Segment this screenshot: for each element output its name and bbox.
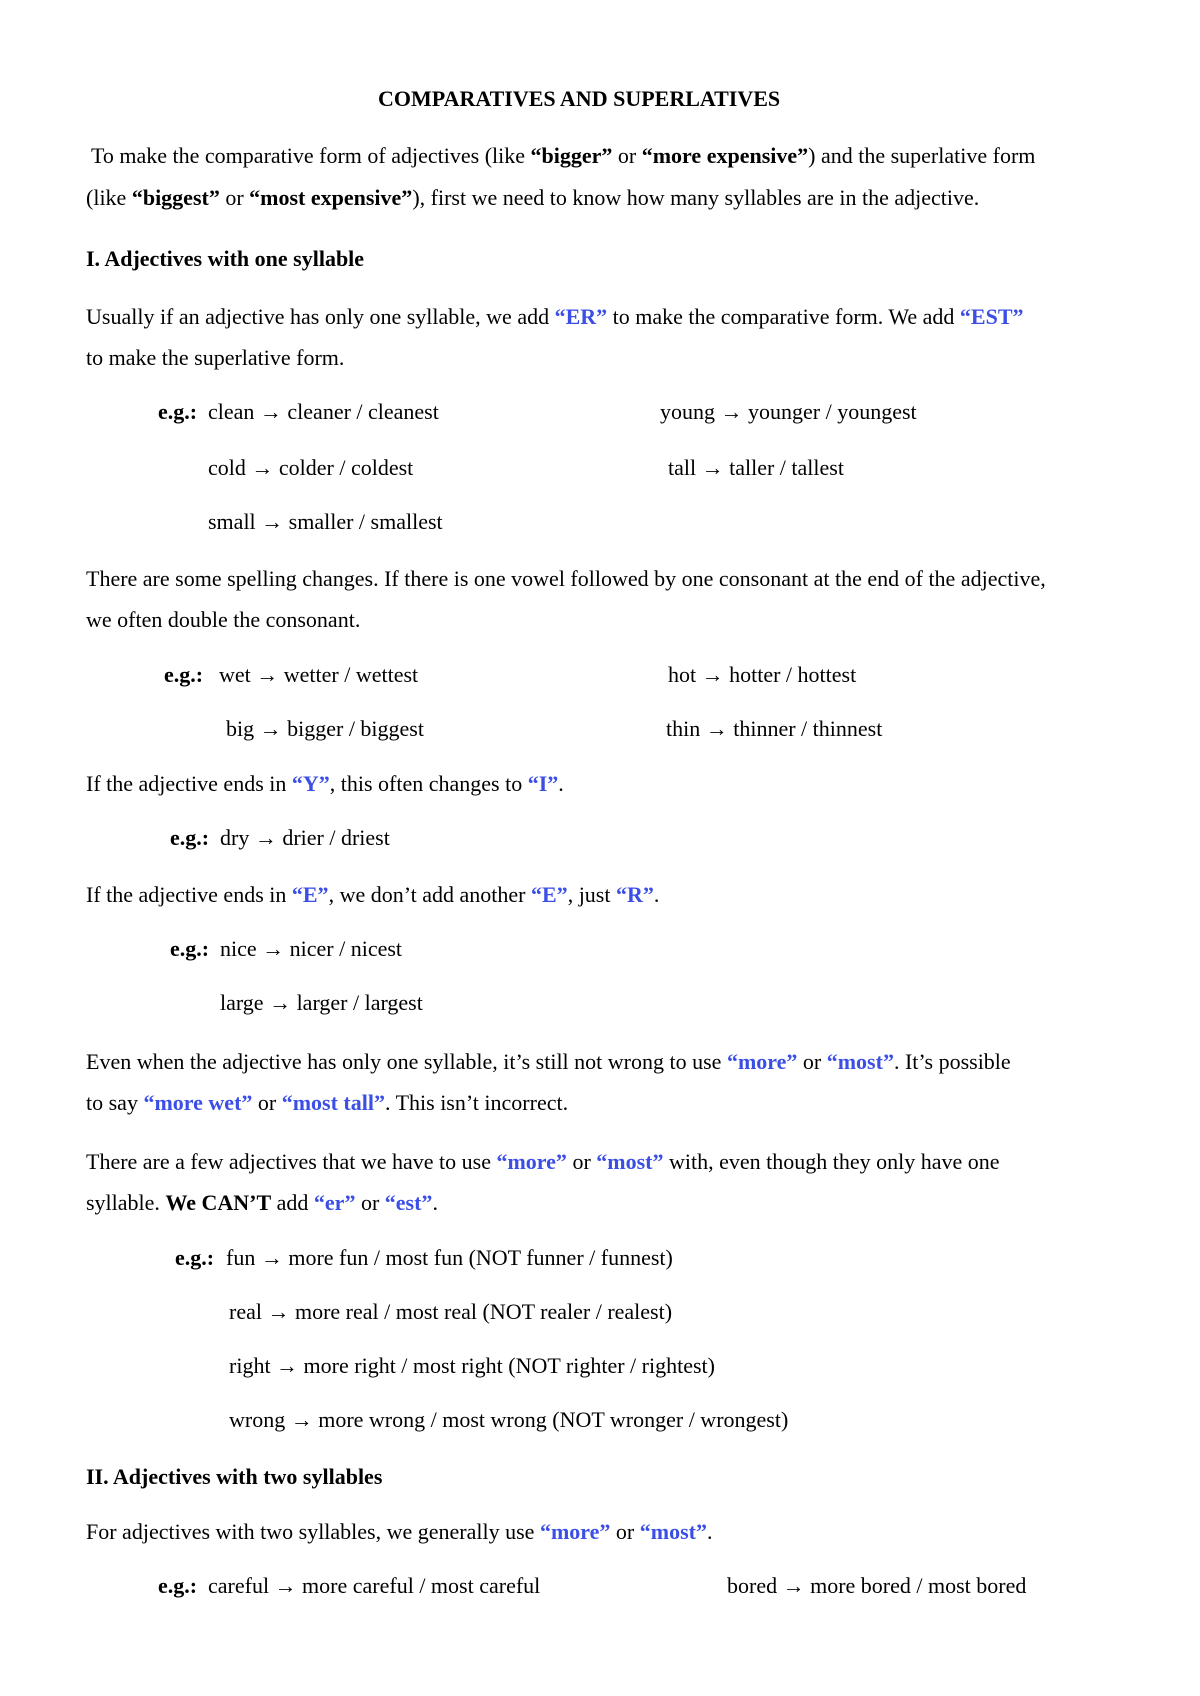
highlight-most: “most” — [826, 1049, 894, 1074]
example-item: nice → nicer / nicest — [220, 936, 403, 961]
paragraph-text: . This isn’t incorrect. — [384, 1090, 569, 1115]
paragraph-text: If the adjective ends in — [86, 771, 292, 796]
section-1-heading: I. Adjectives with one syllable — [86, 246, 365, 271]
paragraph-must-use-more-most-cont — [86, 1192, 438, 1214]
highlight-est: “EST” — [959, 304, 1024, 329]
example-item: thin → thinner / thinnest — [666, 716, 883, 741]
highlight-more: “more” — [539, 1519, 611, 1544]
highlight-most: “most” — [596, 1149, 664, 1174]
intro-term-most-expensive: “most expensive” — [249, 185, 413, 210]
example-item: young → younger / youngest — [660, 399, 917, 424]
example-item: real → more real / most real (NOT realer / realest) — [229, 1299, 673, 1324]
example-item: clean → cleaner / cleanest — [208, 399, 439, 424]
paragraph-text: For adjectives with two syllables, we generally use — [86, 1519, 540, 1544]
paragraph-text: syllable. — [86, 1190, 166, 1215]
paragraph-two-syllable-rule — [86, 1521, 712, 1543]
highlight-most-tall: “most tall” — [281, 1090, 385, 1115]
paragraph-text: , just — [567, 882, 616, 907]
example-item: big → bigger / biggest — [226, 716, 424, 741]
highlight-r: “R” — [615, 882, 654, 907]
highlight-more-wet: “more wet” — [143, 1090, 253, 1115]
paragraph-text: . — [706, 1519, 713, 1544]
paragraph-text: Even when the adjective has only one syllable, it’s still not wrong to use — [86, 1049, 727, 1074]
highlight-e: “E” — [531, 882, 568, 907]
paragraph-must-use-more-most — [86, 1151, 1000, 1173]
section-2-heading: II. Adjectives with two syllables — [86, 1464, 383, 1489]
emphasis-we-cant: We CAN’T — [165, 1190, 272, 1215]
eg-label: e.g.: — [164, 662, 204, 687]
highlight-est: “est” — [384, 1190, 433, 1215]
example-item: fun → more fun / most fun (NOT funner / funnest) — [226, 1245, 673, 1270]
paragraph-text: Usually if an adjective has only one syllable, we add — [86, 304, 555, 329]
intro-text: To make the comparative form of adjectives (like — [91, 143, 531, 168]
paragraph-text: . — [558, 771, 564, 796]
highlight-e: “E” — [291, 882, 329, 907]
example-item: large → larger / largest — [220, 990, 423, 1015]
example-item: small → smaller / smallest — [208, 509, 443, 534]
paragraph-ends-in-y — [86, 773, 564, 795]
example-item: dry → drier / driest — [220, 825, 390, 850]
paragraph-text: , this often changes to — [329, 771, 528, 796]
intro-text: or — [219, 185, 250, 210]
example-item: hot → hotter / hottest — [668, 662, 857, 687]
eg-label: e.g.: — [158, 399, 198, 424]
paragraph-ends-in-e — [86, 884, 659, 906]
paragraph-text: to say — [86, 1090, 144, 1115]
paragraph-text: or — [252, 1090, 282, 1115]
paragraph-text: or — [610, 1519, 640, 1544]
intro-line-2 — [86, 187, 979, 209]
paragraph-spelling-changes: There are some spelling changes. If there is one vowel followed by one consonant at the end of the adjective, — [86, 566, 1046, 591]
eg-label: e.g.: — [170, 825, 210, 850]
paragraph-text: . — [432, 1190, 438, 1215]
paragraph-text: with, even though they only have one — [663, 1149, 1000, 1174]
example-item: wrong → more wrong / most wrong (NOT wronger / wrongest) — [229, 1407, 789, 1432]
page-title: COMPARATIVES AND SUPERLATIVES — [378, 86, 781, 111]
paragraph-text: or — [355, 1190, 385, 1215]
example-item: tall → taller / tallest — [668, 455, 844, 480]
paragraph-text: . — [653, 882, 660, 907]
paragraph-more-most-allowed — [86, 1051, 1011, 1073]
highlight-y: “Y” — [291, 771, 330, 796]
paragraph-one-syllable-rule — [86, 306, 1024, 328]
paragraph-text: There are a few adjectives that we have to use — [86, 1149, 497, 1174]
paragraph-more-most-allowed-cont — [86, 1092, 568, 1114]
highlight-more: “more” — [496, 1149, 567, 1174]
eg-label: e.g.: — [170, 936, 210, 961]
paragraph-text: . It’s possible — [893, 1049, 1011, 1074]
paragraph-text: to make the comparative form. We add — [607, 304, 960, 329]
example-item: careful → more careful / most careful — [208, 1573, 541, 1598]
highlight-most: “most” — [639, 1519, 707, 1544]
intro-text: (like — [86, 185, 132, 210]
intro-term-more-expensive: “more expensive” — [641, 143, 809, 168]
highlight-er: “er” — [313, 1190, 356, 1215]
paragraph-text: or — [797, 1049, 827, 1074]
paragraph-text: , we don’t add another — [328, 882, 531, 907]
example-item: right → more right / most right (NOT righter / rightest) — [229, 1353, 715, 1378]
paragraph-text: or — [566, 1149, 597, 1174]
eg-label: e.g.: — [158, 1573, 198, 1598]
eg-label: e.g.: — [175, 1245, 215, 1270]
highlight-more: “more” — [726, 1049, 798, 1074]
intro-term-biggest: “biggest” — [131, 185, 220, 210]
example-item: cold → colder / coldest — [208, 455, 414, 480]
paragraph-one-syllable-rule-cont: to make the superlative form. — [86, 345, 345, 370]
intro-text: ), first we need to know how many syllables are in the adjective. — [412, 185, 980, 210]
intro-text: ) and the superlative form — [808, 143, 1036, 168]
paragraph-spelling-changes-cont: we often double the consonant. — [86, 607, 361, 632]
intro-term-bigger: “bigger” — [530, 143, 613, 168]
paragraph-text: add — [271, 1190, 314, 1215]
paragraph-text: If the adjective ends in — [86, 882, 292, 907]
example-item: bored → more bored / most bored — [727, 1573, 1027, 1598]
intro-text: or — [612, 143, 642, 168]
highlight-er: “ER” — [554, 304, 608, 329]
intro-line-1 — [91, 145, 1035, 167]
highlight-i: “I” — [527, 771, 559, 796]
example-item: wet → wetter / wettest — [219, 662, 419, 687]
